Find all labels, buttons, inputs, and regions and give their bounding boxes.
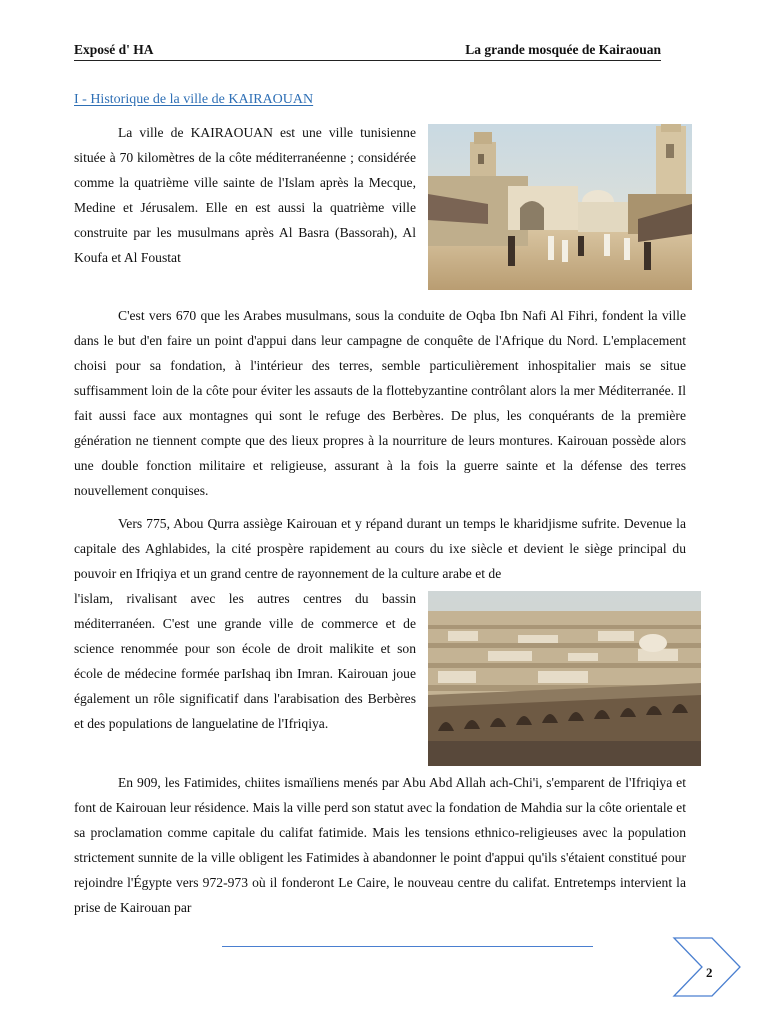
paragraph-foundation-text: C'est vers 670 que les Arabes musulmans, sous la conduite de Oqba Ibn Nafi Al Fihri, fondent la ville dans le but d'en faire un point d'appui dans leur campagne de conquête de l'Afrique du Nord. L'emplacement choisi pour sa fondation, à l'intérieur des terres, semble particulièrement inhospitalier mais se situe suffisamment loin de la côte pour éviter les assauts de la flottebyzantine contrôlant alors la mer Méditerranée. Il fait aussi face aux montagnes qui sont le refuge des Berbères. De plus, les conquérants de la première génération ne tiennent compte que des lieux propres à la nourriture de leurs montures. Kairouan possède alors une double fonction militaire et religieuse, assurant à la fois la guerre sainte et la défense des terres nouvellement conquises. (74, 308, 686, 498)
kairouan-aerial-photo (428, 591, 701, 766)
paragraph-intro (74, 120, 416, 270)
header-left-text: Exposé d' HA (74, 42, 154, 57)
kairouan-street-photo (428, 124, 692, 290)
paragraph-aghlabids (74, 511, 686, 586)
section-title: I - Historique de la ville de KAIRAOUAN (74, 92, 314, 107)
header-right-text: La grande mosquée de Kairaouan (465, 42, 661, 57)
paragraph-fatimids (74, 770, 686, 920)
page-number: 2 (706, 965, 713, 980)
paragraph-foundation (74, 303, 686, 503)
page-header (74, 42, 661, 61)
paragraph-aghlabids-text: Vers 775, Abou Qurra assiège Kairouan et y répand durant un temps le kharidjisme sufrite. Devenue la capitale des Aghlabides, la cité prospère rapidement au cours du ixe siècle et devient le siège principal du pouvoir en Ifriqiya et un grand centre de rayonnement de la culture arabe et de (74, 516, 686, 581)
paragraph-aghlabids-continued-text: l'islam, rivalisant avec les autres centres du bassin méditerranéen. C'est une grande ville de commerce et de science renommée pour son école de droit malikite et son école de médecine formée parIshaq ibn Imran. Kairouan joue également un rôle significatif dans l'arabisation des Berbères et des populations de languelatine de l'Ifriqiya. (74, 591, 416, 731)
paragraph-intro-text: La ville de KAIRAOUAN est une ville tunisienne située à 70 kilomètres de la côte méditerranéenne ; considérée comme la quatrième ville sainte de l'Islam après la Mecque, Medine et Jérusalem. Elle en est aussi la quatrième ville construite par les musulmans après Al Basra (Bassorah), Al Koufa et Al Foustat (74, 125, 416, 265)
paragraph-aghlabids-continued (74, 586, 416, 736)
footer-divider (222, 946, 593, 947)
paragraph-fatimids-text: En 909, les Fatimides, chiites ismaïliens menés par Abu Abd Allah ach-Chi'i, s'emparent de l'Ifriqiya et font de Kairouan leur résidence. Mais la ville perd son statut avec la fondation de Mahdia sur la côte orientale et sa proclamation comme capitale du califat fatimide. Mais les tensions ethnico-religieuses avec la population strictement sunnite de la ville obligent les Fatimides à abandonner le point d'appui qu'ils s'étaient constitué pour rejoindre l'Égypte vers 972-973 où il fonderont Le Caire, le nouveau centre du califat. Entretemps intervient la prise de Kairouan par (74, 775, 686, 915)
